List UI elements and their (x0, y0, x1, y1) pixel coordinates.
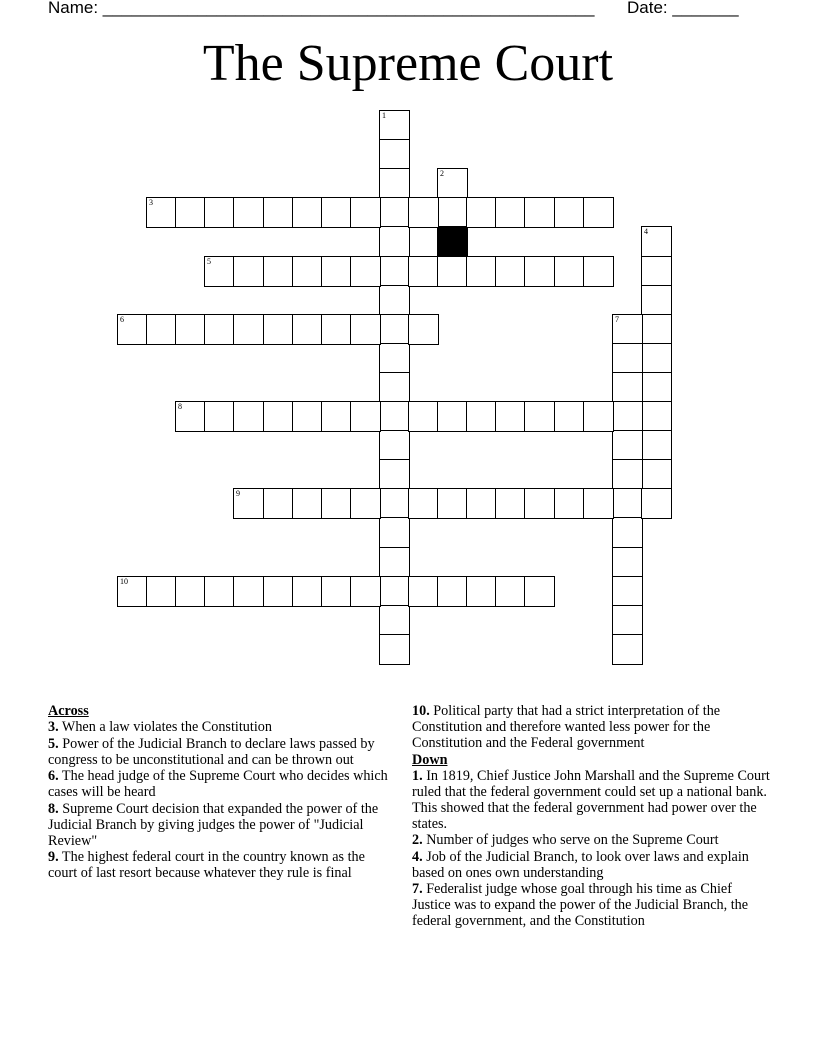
grid-cell[interactable] (408, 256, 439, 287)
clue-number-label: 9 (236, 489, 240, 498)
grid-cell[interactable] (612, 401, 643, 432)
grid-cell[interactable] (554, 197, 585, 228)
grid-cell[interactable] (495, 576, 526, 607)
grid-cell[interactable] (350, 576, 381, 607)
grid-cell[interactable] (583, 256, 614, 287)
grid-cell[interactable] (466, 576, 497, 607)
grid-cell-blocked (437, 226, 468, 257)
grid-cell[interactable] (263, 576, 294, 607)
grid-cell[interactable] (175, 401, 206, 432)
grid-cell[interactable] (408, 401, 439, 432)
grid-cell[interactable] (524, 256, 555, 287)
grid-cell[interactable] (379, 343, 410, 374)
grid-cell[interactable] (233, 576, 264, 607)
clue-number: 3. (48, 719, 59, 735)
clue-across-10 (412, 703, 772, 751)
clue-text: The highest federal court in the country known as the court of last resort because whatever they rule is final (48, 849, 365, 881)
grid-cell[interactable] (379, 459, 410, 490)
grid-cell[interactable] (379, 517, 410, 548)
grid-cell[interactable] (641, 256, 672, 287)
clues-left-column (48, 703, 392, 882)
grid-cell[interactable] (641, 314, 672, 345)
clue-text: The head judge of the Supreme Court who decides which cases will be heard (48, 768, 388, 800)
grid-cell[interactable] (379, 314, 410, 345)
grid-cell[interactable] (379, 168, 410, 199)
clue-number-label: 10 (120, 577, 128, 586)
clue-down-2 (412, 832, 772, 848)
clue-number-label: 5 (207, 257, 211, 266)
grid-cell[interactable] (554, 401, 585, 432)
grid-cell[interactable] (292, 197, 323, 228)
clue-text: In 1819, Chief Justice John Marshall and the Supreme Court ruled that the federal government could set up a national bank. This showed that the federal government had power over the states. (412, 767, 770, 832)
grid-cell[interactable] (379, 488, 410, 519)
grid-cell[interactable] (641, 226, 672, 257)
page-title: The Supreme Court (202, 35, 614, 92)
grid-cell[interactable] (321, 401, 352, 432)
clue-number-label: 4 (644, 227, 648, 236)
grid-cell[interactable] (612, 459, 643, 490)
grid-cell[interactable] (612, 488, 643, 519)
grid-cell[interactable] (583, 488, 614, 519)
grid-cell[interactable] (554, 488, 585, 519)
grid-cell[interactable] (175, 197, 206, 228)
grid-cell[interactable] (379, 197, 410, 228)
grid-cell[interactable] (437, 401, 468, 432)
grid-cell[interactable] (204, 576, 235, 607)
grid-cell[interactable] (408, 576, 439, 607)
grid-cell[interactable] (641, 343, 672, 374)
across-heading: Across (48, 703, 89, 719)
grid-cell[interactable] (379, 285, 410, 316)
name-field-label[interactable]: Name: ____________________________________________________ (48, 0, 595, 17)
grid-cell[interactable] (612, 547, 643, 578)
grid-cell[interactable] (204, 314, 235, 345)
grid-cell[interactable] (350, 488, 381, 519)
grid-cell[interactable] (612, 343, 643, 374)
clue-number: 6. (48, 768, 59, 784)
grid-cell[interactable] (466, 197, 497, 228)
clues-right-column (412, 703, 772, 930)
grid-cell[interactable] (350, 314, 381, 345)
grid-cell[interactable] (524, 576, 555, 607)
grid-cell[interactable] (146, 197, 177, 228)
grid-cell[interactable] (321, 314, 352, 345)
grid-cell[interactable] (175, 314, 206, 345)
grid-cell[interactable] (466, 401, 497, 432)
grid-cell[interactable] (379, 401, 410, 432)
grid-cell[interactable] (379, 139, 410, 170)
grid-cell[interactable] (263, 314, 294, 345)
clue-number: 4. (412, 848, 423, 865)
grid-cell[interactable] (437, 488, 468, 519)
grid-cell[interactable] (379, 110, 410, 141)
grid-cell[interactable] (175, 576, 206, 607)
grid-cell[interactable] (612, 517, 643, 548)
grid-cell[interactable] (612, 576, 643, 607)
grid-cell[interactable] (641, 488, 672, 519)
grid-cell[interactable] (379, 372, 410, 403)
grid-cell[interactable] (437, 256, 468, 287)
grid-cell[interactable] (641, 285, 672, 316)
grid-cell[interactable] (204, 256, 235, 287)
grid-cell[interactable] (641, 401, 672, 432)
clue-number: 10. (412, 703, 430, 719)
grid-cell[interactable] (263, 401, 294, 432)
grid-cell[interactable] (524, 401, 555, 432)
grid-cell[interactable] (379, 605, 410, 636)
grid-cell[interactable] (466, 256, 497, 287)
grid-cell[interactable] (350, 401, 381, 432)
grid-cell[interactable] (524, 197, 555, 228)
grid-cell[interactable] (233, 488, 264, 519)
clue-number-label: 1 (382, 111, 386, 120)
grid-cell[interactable] (292, 256, 323, 287)
clue-across-6 (48, 768, 392, 800)
grid-cell[interactable] (321, 197, 352, 228)
grid-cell[interactable] (437, 576, 468, 607)
grid-cell[interactable] (263, 197, 294, 228)
clue-number-label: 6 (120, 315, 124, 324)
grid-cell[interactable] (437, 197, 468, 228)
down-heading: Down (412, 751, 448, 768)
clue-text: Federalist judge whose goal through his time as Chief Justice was to expand the power of the Judicial Branch, the federal government, and the Constitution (412, 881, 749, 929)
grid-cell[interactable] (495, 256, 526, 287)
grid-cell[interactable] (583, 401, 614, 432)
clue-down-7 (412, 881, 772, 929)
grid-cell[interactable] (554, 256, 585, 287)
clue-number-label: 8 (178, 402, 182, 411)
grid-cell[interactable] (263, 488, 294, 519)
clue-across-9 (48, 849, 392, 881)
clue-number: 9. (48, 849, 59, 865)
clue-down-4 (412, 849, 772, 881)
grid-cell[interactable] (204, 401, 235, 432)
grid-cell[interactable] (146, 314, 177, 345)
grid-cell[interactable] (612, 372, 643, 403)
clue-across-3 (48, 719, 392, 735)
clue-number-label: 3 (149, 198, 153, 207)
grid-cell[interactable] (117, 576, 148, 607)
clue-across-8 (48, 801, 392, 849)
grid-cell[interactable] (233, 256, 264, 287)
grid-cell[interactable] (292, 488, 323, 519)
grid-cell[interactable] (292, 314, 323, 345)
grid-cell[interactable] (612, 605, 643, 636)
grid-cell[interactable] (612, 634, 643, 665)
clue-text: When a law violates the Constitution (58, 719, 272, 735)
clue-text: Power of the Judicial Branch to declare laws passed by congress to be unconstitutional and can be thrown out (48, 735, 375, 768)
grid-cell[interactable] (466, 488, 497, 519)
grid-cell[interactable] (292, 576, 323, 607)
clue-number: 7. (412, 881, 423, 897)
clue-number: 8. (48, 800, 59, 817)
grid-cell[interactable] (204, 197, 235, 228)
grid-cell[interactable] (350, 197, 381, 228)
clue-number: 1. (412, 767, 423, 784)
grid-cell[interactable] (437, 168, 468, 199)
grid-cell[interactable] (495, 401, 526, 432)
grid-cell[interactable] (408, 314, 439, 345)
grid-cell[interactable] (408, 488, 439, 519)
grid-cell[interactable] (321, 576, 352, 607)
grid-cell[interactable] (379, 226, 410, 257)
clue-text: Number of judges who serve on the Supreme Court (422, 832, 719, 848)
clue-text: Supreme Court decision that expanded the power of the Judicial Branch by giving judges the power of "Judicial Review" (48, 800, 379, 849)
grid-cell[interactable] (641, 372, 672, 403)
clue-text: Political party that had a strict interpretation of the Constitution and therefore wanted less power for the Constitution and the Federal government (412, 703, 721, 751)
date-field-label[interactable]: Date: _______ (627, 0, 739, 17)
grid-cell[interactable] (263, 256, 294, 287)
clue-across-5 (48, 736, 392, 768)
grid-cell[interactable] (379, 634, 410, 665)
clue-down-1 (412, 768, 772, 832)
grid-cell[interactable] (612, 314, 643, 345)
grid-cell[interactable] (233, 314, 264, 345)
grid-cell[interactable] (379, 256, 410, 287)
grid-cell[interactable] (321, 256, 352, 287)
grid-cell[interactable] (117, 314, 148, 345)
grid-cell[interactable] (641, 430, 672, 461)
grid-cell[interactable] (379, 547, 410, 578)
grid-cell[interactable] (350, 256, 381, 287)
grid-cell[interactable] (379, 576, 410, 607)
clue-number-label: 2 (440, 169, 444, 178)
grid-cell[interactable] (495, 197, 526, 228)
grid-cell[interactable] (321, 488, 352, 519)
grid-cell[interactable] (233, 197, 264, 228)
grid-cell[interactable] (612, 430, 643, 461)
grid-cell[interactable] (233, 401, 264, 432)
grid-cell[interactable] (583, 197, 614, 228)
grid-cell[interactable] (292, 401, 323, 432)
grid-cell[interactable] (495, 488, 526, 519)
grid-cell[interactable] (146, 576, 177, 607)
grid-cell[interactable] (408, 197, 439, 228)
grid-cell[interactable] (641, 459, 672, 490)
clue-number-label: 7 (615, 315, 619, 324)
clue-text: Job of the Judicial Branch, to look over laws and explain based on ones own understanding (412, 848, 749, 881)
grid-cell[interactable] (379, 430, 410, 461)
grid-cell[interactable] (524, 488, 555, 519)
clue-number: 5. (48, 735, 59, 752)
clue-number: 2. (412, 832, 423, 848)
